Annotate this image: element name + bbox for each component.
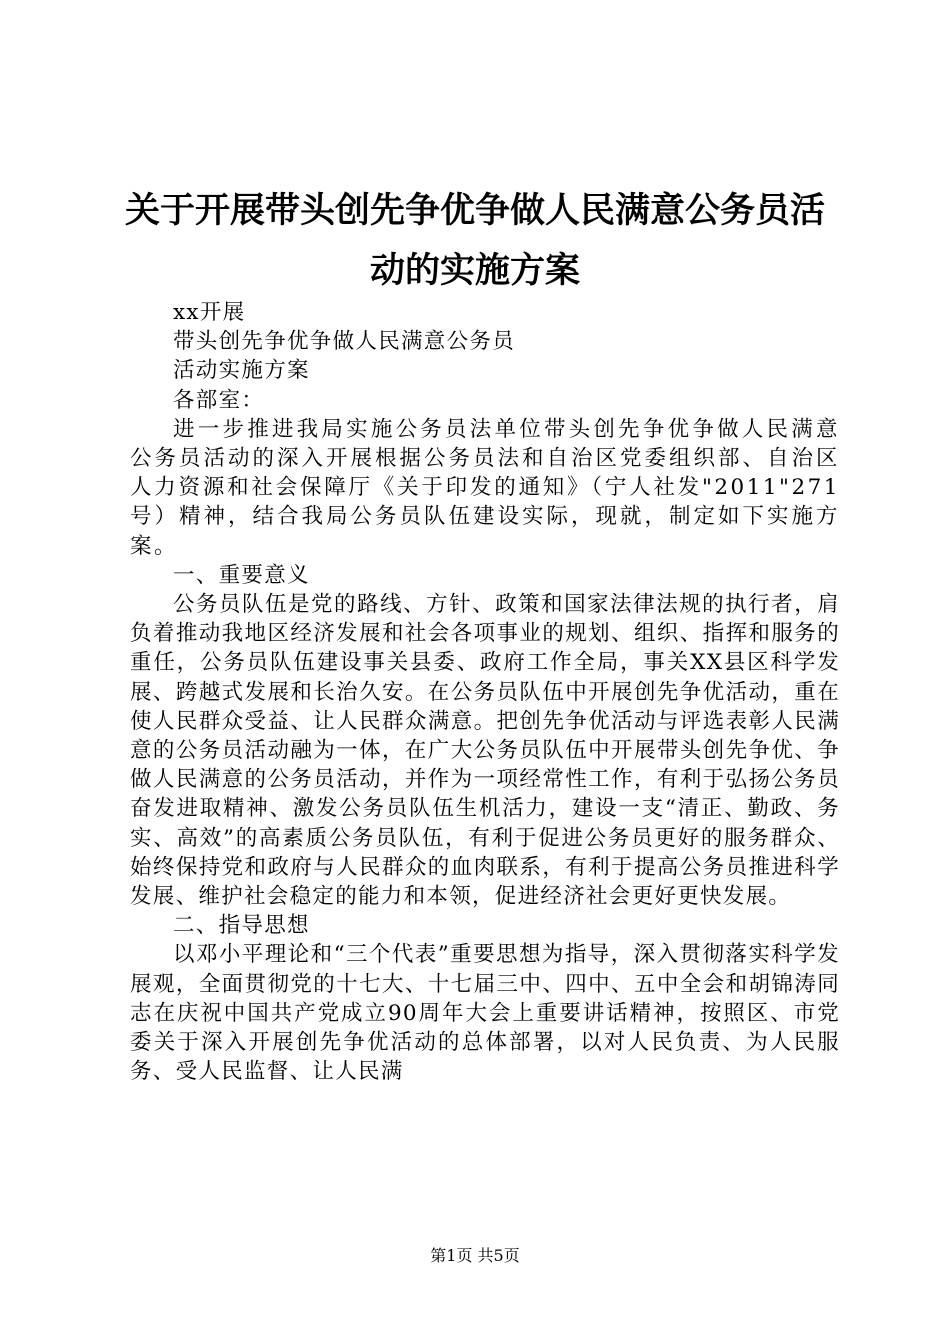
- intro-line-3: 活动实施方案: [173, 358, 310, 384]
- section-1-body: 公务员队伍是党的路线、方针、政策和国家法律法规的执行者，肩负着推动我地区经济发展和社会各项事业的规划、组织、指挥和服务的重任，公务员队伍建设事关县委、政府工作全局，事关XX县区科学发展、跨越式发展和长治久安。在公务员队伍中开展创先争优活动，重在使人民群众受益、让人民群众满意。把创先争优活动与评选表彰人民满意的公务员活动融为一体，在广大公务员队伍中开展带头创先争优、争做人民满意的公务员活动，并作为一项经常性工作，有利于弘扬公务员奋发进取精神、激发公务员队伍生机活力，建设一支“清正、勤政、务实、高效”的高素质公务员队伍，有利于促进公务员更好的服务群众、始终保持党和政府与人民群众的血肉联系，有利于提高公务员推进科学发展、维护社会稳定的能力和本领，促进经济社会更好更快发展。: [130, 592, 840, 910]
- intro-line-1: xx开展: [173, 300, 246, 325]
- section-2-heading: 二、指导思想: [173, 913, 310, 939]
- document-body: [130, 298, 840, 1086]
- section-2-body: 以邓小平理论和“三个代表”重要思想为指导，深入贯彻落实科学发展观，全面贯彻党的十七大、十七届三中、四中、五中全会和胡锦涛同志在庆祝中国共产党成立90周年大会上重要讲话精神，按照区、市党委关于深入开展创先争优活动的总体部署，以对人民负责、为人民服务、受人民监督、让人民满: [130, 942, 840, 1085]
- intro-line-2: 带头创先争优争做人民满意公务员: [173, 329, 516, 355]
- section-1-heading: 一、重要意义: [173, 562, 310, 588]
- document-title-line1: 关于开展带头创先争优争做人民满意公务员活: [124, 191, 825, 231]
- paragraph-1: 进一步推进我局实施公务员法单位带头创先争优争做人民满意公务员活动的深入开展根据公务员法和自治区党委组织部、自治区人力资源和社会保障厅《关于印发的通知》（宁人社发"2011"271号）精神，结合我局公务员队伍建设实际，现就，制定如下实施方案。: [130, 416, 840, 559]
- page-footer: 第1页 共5页: [430, 1246, 520, 1265]
- document-title-line2: 动的实施方案: [369, 251, 580, 291]
- salutation: 各部室：: [173, 387, 265, 413]
